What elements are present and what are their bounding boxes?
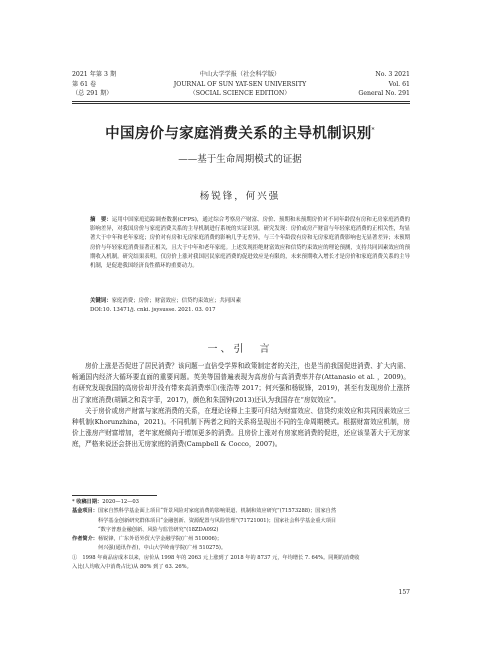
author-line: 杨锐锋，广东外语外贸大学金融学院(广州 510006)； <box>97 536 223 543</box>
fund-line: “数字普惠金融创新、风险与监管研究”(18ZDA092) <box>98 526 219 533</box>
header-rule-bottom <box>72 103 410 104</box>
footnote-fund <box>72 507 410 516</box>
header-issue-en: No. 3 2021 <box>375 71 410 78</box>
author-line: 何兴强(通讯作者)，中山大学岭南学院(广州 510275)。 <box>98 545 227 552</box>
fund-line: 国家自然科学基金面上项目“背景风险对家庭消费的影响渠道、机制和效应研究”(71573288)；国家自然 <box>97 508 337 515</box>
footnote-note-cont: 入比(人均收入中消费占比)从 80% 到了 63. 26%。 <box>72 564 192 571</box>
fund-line: 科学基金创新研究群体项目“金融创新、资源配置与风险管理”(71721001)；国家社会科学基金重大项目 <box>98 517 337 524</box>
abstract-label: 摘 要： <box>90 217 112 223</box>
article-title-text: 中国房价与家庭消费关系的主导机制识别 <box>105 125 372 142</box>
body-paragraph: 关于房价或房产财富与家庭消费的关系，在理论诠释上主要可归结为财富效应、信贷约束效应和共同因素效应三种机制(Khorunzhina，2021)。不同机制下两者之间的关系将呈现出不同的生命周期模式。根据财富效应机制，房价上涨房产财富增加，老年家庭倾向于增加更多的消费。且房价上涨对有房家庭消费的促进，还应该显著大于无房家庭，严格来说还会挤出无房家庭的消费(Campbell & Cocco，2007)。 <box>72 406 410 449</box>
fund-label: 基金项目： <box>72 508 98 515</box>
received-date: 2020—12—03 <box>102 499 139 505</box>
footnote-author <box>72 535 410 544</box>
header-general-no-en: General No. 291 <box>358 90 410 98</box>
article-subtitle: ——基于生命周期模式的证据 <box>178 154 302 165</box>
article-title <box>0 122 480 143</box>
journal-name-en: JOURNAL OF SUN YAT-SEN UNIVERSITY <box>173 80 307 88</box>
keywords-text: 家庭消费；房价；财富效应；信贷约束效应；共同因素 <box>111 298 241 304</box>
abstract <box>90 216 410 271</box>
journal-edition: （SOCIAL SCIENCE EDITION） <box>189 90 291 98</box>
footnote-note: ① 1998 年商品房成本以来，房价从 1998 年的 2063 元上涨到了 2018 年的 8737 元，年均增长 7. 64%。同期的消费收 <box>72 554 360 561</box>
header-issue: 2021 年第 3 期 <box>72 71 117 78</box>
journal-name-cn: 中山大学学报（社会科学版） <box>199 71 281 78</box>
received-label: 收稿日期： <box>76 499 103 505</box>
footnote-star: * <box>72 499 75 505</box>
keywords-label: 关键词： <box>90 298 112 304</box>
doi: DOI:10. 13471/j. cnki. jsysusse. 2021. 03. 017 <box>90 307 216 313</box>
body-paragraph: 房价上涨是否促进了居民消费？该问题一直倍受学界和政策制定者的关注，也是当前我国促进消费、扩大内需、畅通国内经济大循环要直面的重要问题。英美等国普遍表现为高房价与高消费率并存(Attanasio et al. ，2009)。有研究发现我国的高房价却并没有带来高消费率①(张浩等 2017；何兴强和杨锐锋，2019)，甚至有发现房价上涨挤出了家庭消费(胡颖之和袁宇菲，2017)，颜色和朱国钟(2013)还认为我国存在“房奴效应”。 <box>72 362 410 404</box>
footnotes <box>72 498 410 572</box>
footnote-rule <box>72 495 157 496</box>
abstract-text: 运用中国家庭追踪调查数据(CFPS)，通过综合考察房产财富、房价、预期和未预期房价对不同年龄段有房和无房家庭消费的影响差异，对我国房价与家庭消费关系的主导机制进行系统的实证识别。研究发现：房价或房产财富与年轻家庭消费的正相关性，均显著大于中年和老年家庭；房价对有房和无房家庭消费的影响几乎无差异，与三个年龄段有房和无房家庭消费影响也无显著差异；未预期房价与年轻家庭消费显著正相关，且大于中年和老年家庭。上述发现拒绝财富效应和信贷约束效应的理论预测，支持共同因素效应的预期收入机制。研究结果表明，仅房价上涨对我国居民家庭消费的促进效应是有限的，未来预期收入增长才是房价和家庭消费关系的主导机制，是促进我国经济良性循环的重要动力。 <box>90 217 410 270</box>
title-footnote-mark: * <box>371 127 375 135</box>
header-volume-en: Vol. 61 <box>388 80 410 88</box>
header-issue-info-en <box>358 70 410 99</box>
header-volume: 第 61 卷 <box>72 80 97 88</box>
section-heading: 一、引 言 <box>207 344 273 355</box>
footnote-received <box>72 498 410 507</box>
page-number: 157 <box>398 589 410 596</box>
header-rule-top <box>72 101 410 102</box>
article-authors: 杨锐锋，何兴强 <box>199 191 281 202</box>
header-general-no: （总 291 期） <box>72 90 113 98</box>
keywords <box>90 297 410 306</box>
body-text <box>72 361 410 451</box>
author-label: 作者简介： <box>72 536 98 543</box>
